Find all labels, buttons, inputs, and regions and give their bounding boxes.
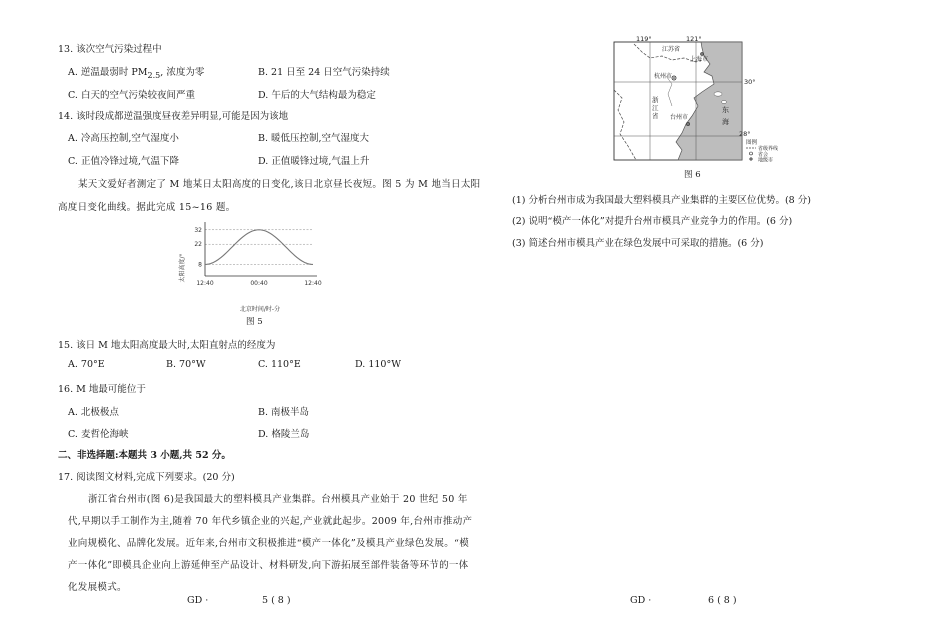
q17-material-line4: 产一体化”即模具企业向上游延伸至产品设计、材料研发,向下游拓展至部件装备等环节的一体 [68,560,469,571]
fig5-y-axis-label: 太阳高度/° [179,253,186,283]
intro-line2: 高度日变化曲线。据此完成 15~16 题。 [58,202,236,213]
right-footer-code: GD · [630,595,652,606]
q14-option-d: D. 正值暖锋过境,气温上升 [258,156,370,167]
q17-part-1: (1) 分析台州市成为我国最大塑料模具产业集群的主要区位优势。(8 分) [512,195,811,206]
donghai-label-1: 东 [722,106,729,114]
figure-6-map [606,36,796,164]
hangzhou-label: 杭州市 [654,73,673,80]
fig5-x-axis-label: 北京时间/时-分 [239,306,281,313]
taizhou-label: 台州市 [670,114,689,121]
q17-stem: 17. 阅读图文材料,完成下列要求。(20 分) [58,472,235,483]
q13-a-text: A. 逆温最弱时 PM [68,67,148,78]
fig5-x-tick-label: 12:40 [304,280,322,287]
q16-stem: 16. M 地最可能位于 [58,384,146,395]
q15-option-d: D. 110°W [355,359,401,370]
taizhou-city-marker [686,122,690,126]
q14-option-c: C. 正值冷锋过境,气温下降 [68,156,179,167]
zhejiang-label-1: 浙 [652,96,659,104]
q17-material-line5: 化发展模式。 [68,582,127,593]
figure-5-caption: 图 5 [246,317,263,327]
q14-option-a: A. 冷高压控制,空气湿度小 [68,133,179,144]
lat-28-label: 28° [739,130,751,138]
fig5-y-tick-label: 22 [194,241,202,249]
legend-city: 地级市 [758,157,774,164]
q17-part-3: (3) 简述台州市模具产业在绿色发展中可采取的措施。(6 分) [512,238,764,249]
q16-option-b: B. 南极半岛 [258,407,310,418]
solar-altitude-curve [205,230,313,265]
donghai-label-2: 海 [722,118,729,126]
figure-6-caption: 图 6 [684,170,701,180]
shanghai-label: 上海市 [690,56,709,63]
q17-material-line1: 浙江省台州市(图 6)是我国最大的塑料模具产业集群。台州模具产业始于 20 世纪 50 年 [88,494,468,505]
legend-border: 省级界线 [758,146,779,152]
q16-option-c: C. 麦哲伦海峡 [68,429,129,440]
left-footer-page: 5 ( 8 ) [262,595,291,606]
figure-5-chart [175,218,335,313]
zhejiang-label-3: 省 [652,112,659,120]
q15-option-b: B. 70°W [166,359,206,370]
right-footer-page: 6 ( 8 ) [708,595,737,606]
q17-material-line3: 业向规模化、品牌化发展。近年来,台州市文积极推进“模产一体化”及模具产业绿色发展。“模 [68,538,469,549]
lon-121-label: 121° [686,36,702,43]
zhejiang-label-2: 江 [652,104,659,112]
fig5-y-tick-label: 8 [198,261,202,269]
q13-option-d: D. 午后的大气结构最为稳定 [258,90,376,101]
fig5-y-tick-label: 32 [194,226,202,234]
q15-stem: 15. 该日 M 地太阳高度最大时,太阳直射点的经度为 [58,340,276,351]
q16-option-a: A. 北极极点 [68,407,119,418]
q13-option-a: A. 逆温最弱时 $PM_{2.5}$, 浓度为零 [68,67,205,80]
q14-option-b: B. 暖低压控制,空气湿度大 [258,133,370,144]
q15-option-c: C. 110°E [258,359,301,370]
q17-material-line2: 代,早期以手工制作为主,随着 70 年代乡镇企业的兴起,产业就此起步。2009 年,台州市推动产 [68,516,473,527]
left-footer-code: GD · [187,595,209,606]
section-heading: 二、非选择题:本题共 3 小题,共 52 分。 [58,450,231,461]
q13-a-tail: 浓度为零 [166,67,205,78]
q17-part-2: (2) 说明“模产一体化”对提升台州市模具产业竞争力的作用。(6 分) [512,216,793,227]
q14-stem: 14. 该时段成都逆温强度昼夜差异明显,可能是因为该地 [58,111,289,122]
q15-option-a: A. 70°E [68,359,105,370]
lon-119-label: 119° [636,36,652,43]
intro-line1: 某天文爱好者测定了 M 地某日太阳高度的日变化,该日北京昼长夜短。图 5 为 M 地当日太阳 [78,179,481,190]
q13-option-c: C. 白天的空气污染较夜间严重 [68,90,195,101]
q13-stem: 13. 该次空气污染过程中 [58,44,162,55]
q16-option-d: D. 格陵兰岛 [258,429,310,440]
lat-30-label: 30° [744,78,756,86]
q13-a-sub: 2.5 [147,70,161,80]
legend-title: 图例 [746,140,758,146]
fig5-x-tick-label: 00:40 [250,280,268,287]
legend-capital: 省会 [758,152,769,158]
jiangsu-label: 江苏省 [662,46,681,53]
fig5-x-tick-label: 12:40 [196,280,214,287]
q13-option-b: B. 21 日至 24 日空气污染持续 [258,67,390,78]
